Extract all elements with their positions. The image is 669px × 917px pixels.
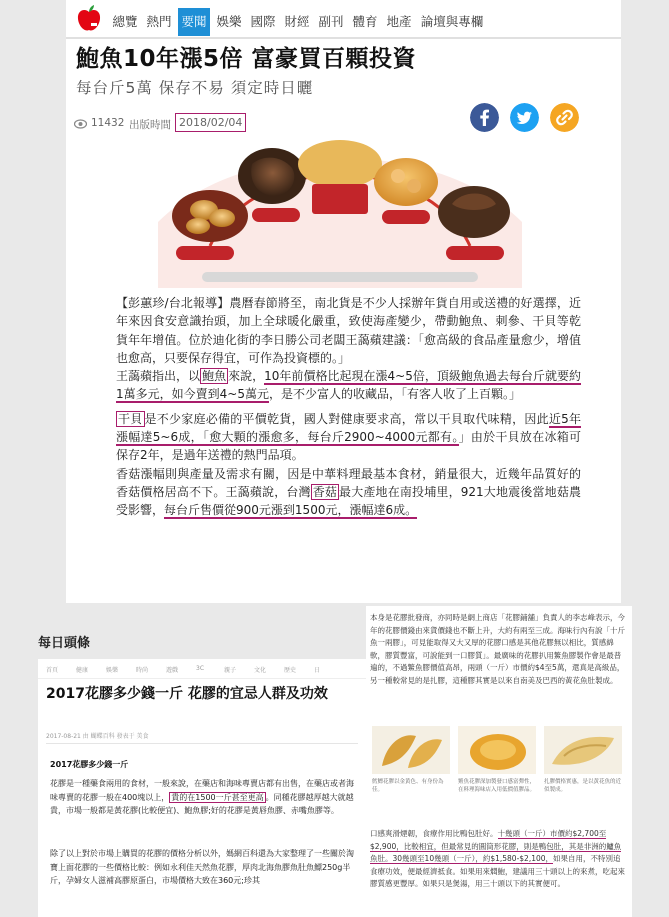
article-body bbox=[116, 294, 581, 520]
link-icon[interactable] bbox=[550, 103, 579, 132]
tab-item[interactable]: 遊戲 bbox=[166, 667, 179, 674]
tab-item[interactable]: 歷史 bbox=[284, 667, 297, 674]
right-paragraph: 本身是花膠批發商，亦同時是網上商店「花膠鋪舖」負責人的李志峰表示，今年的花膠價錢由來貨價錢也不斷上升，大約有兩至三成。海味行內有說「十斤魚一兩膠」，可見能取得又大又厚的花膠口感是其他花膠無以相比，質感綿軟，膠質豐富，可說能到一口膠質」。最廣味的花膠扒用鰵魚膠製作會是最普遍的，不過鰵魚膠價值高昂，兩頭（一斤）市價約$4至5萬，還真是高級品，另一種較常見的是扎膠，這種膠其實是以來自南美及巴西的黃花魚肚製成。 bbox=[370, 613, 625, 685]
body-paragraph: 香菇漲幅則與產量及需求有關，因是中華料理最基本食材，銷量很大，近幾年品質好的香菇價格居高不下。王藹蘋說，台灣 香菇 最大產地在南投埔里，921大地震後當地菇農受影響，每台斤售價從900元漲到1500元，漲幅達6成。 bbox=[116, 466, 581, 518]
nav-item[interactable]: 地產 bbox=[386, 14, 412, 29]
fish-maw-photo bbox=[372, 726, 450, 774]
tab-item[interactable]: 娛樂 bbox=[106, 667, 119, 674]
published-date: 2018/02/04 bbox=[175, 113, 246, 132]
keyword-box: 香菇 bbox=[312, 484, 338, 499]
view-count: 11432 bbox=[91, 117, 125, 129]
nav-item[interactable]: 總覽 bbox=[112, 14, 138, 29]
apple-logo-icon[interactable] bbox=[76, 5, 102, 32]
photo-caption: 鰵魚花膠深加製發口感富彈性，在料理海味店入用低價值膠品。 bbox=[458, 779, 536, 793]
article-headline: 鮑魚10年漲5倍 富豪買百顆投資 bbox=[76, 46, 417, 72]
highlight: 十幾頭（一斤）市價約$2,700至$2,900，比較相宜，但最常見的圓筒形花膠，則是鴨包肚，其是非洲的鱸魚魚肚。30幾頭至10幾頭（一斤），約$1,580-$2,100， bbox=[370, 829, 622, 863]
highlight: 10年前價格比起現在漲4~5倍，頂級鮑魚過去每台斤就要約1萬多元，如今賣到4~5萬元 bbox=[116, 369, 581, 402]
daily-article-panel bbox=[38, 659, 366, 917]
fish-maw-photo bbox=[544, 726, 622, 774]
tab-item[interactable]: 健康 bbox=[76, 667, 89, 674]
photo-caption: 鱈鰾花膠以金黃色、有身份為佳。 bbox=[372, 779, 444, 793]
facebook-icon[interactable] bbox=[470, 103, 499, 132]
category-tabs bbox=[38, 665, 366, 679]
tab-item[interactable]: 時尚 bbox=[136, 667, 149, 674]
daily-article-title[interactable]: 2017花膠多少錢一斤 花膠的宜忌人群及功效 bbox=[46, 686, 328, 702]
fish-maw-photo bbox=[458, 726, 536, 774]
daily-article-meta: 2017-08-21 由 蝴蝶百科 發表于 美食 bbox=[46, 733, 149, 740]
highlight: 每台斤售價從900元漲到1500元，漲幅達6成。 bbox=[164, 503, 418, 518]
published-label: 出版時間 bbox=[129, 119, 171, 131]
keyword-box: 貴的在1500一斤甚至更高 bbox=[171, 792, 264, 802]
body-paragraph: 王藹蘋指出，以 鮑魚 來說，10年前價格比起現在漲4~5倍，頂級鮑魚過去每台斤就要約1萬多元，如今賣到4~5萬元，是不少富人的收藏品，「有客人收了上百顆。」 bbox=[116, 369, 581, 402]
keyword-box: 鮑魚 bbox=[202, 369, 227, 384]
keyword-box: 干貝 bbox=[118, 411, 143, 426]
section-title: 每日頭條 bbox=[38, 636, 91, 651]
nav-item[interactable]: 論壇與專欄 bbox=[420, 14, 484, 29]
nav-item[interactable]: 體育 bbox=[352, 14, 378, 29]
tab-item[interactable]: 首頁 bbox=[46, 667, 59, 674]
eye-icon bbox=[74, 119, 87, 129]
daily-article-paragraph: 除了以上對於市場上購買的花膠的價格分析以外，媽網百科還為大家整理了一些關於淘寶上面花膠的一些價格比較：例如永利佳天然魚花膠，厚肉北海魚膠魚肚魚鰾250g半斤，孕婦女人滋補高膠原蛋白，市場價格大致在360元;珍其 bbox=[50, 849, 354, 885]
daily-article-paragraph: 花膠是一種藥食兩用的食材，一般來說，在藥店和海味專賣店都有出售，在藥店或者海味專賣的花膠一般在400塊以上， 貴的在1500一斤甚至更高 。同種花膠越厚越大就越貴，市場一般都是黃花膠(比較便宜)、鮑魚膠;好的花膠是黃唇魚膠、赤嘴魚膠等。 bbox=[50, 779, 354, 815]
dried-seafood-infographic bbox=[152, 138, 528, 288]
fish-maw-article-panel bbox=[366, 606, 632, 917]
nav-item[interactable]: 熱門 bbox=[146, 14, 172, 29]
nav-item[interactable]: 娛樂 bbox=[216, 14, 242, 29]
nav-divider bbox=[66, 37, 621, 39]
nav-item[interactable]: 財經 bbox=[284, 14, 310, 29]
divider bbox=[46, 743, 358, 744]
nav-item[interactable]: 國際 bbox=[250, 14, 276, 29]
nav-bar bbox=[66, 4, 621, 34]
article-subhead: 每台斤5萬 保存不易 須定時日曬 bbox=[76, 79, 314, 97]
right-paragraph: 口感爽滑煙韌，食療作用比鴨包肚好。十幾頭（一斤）市價約$2,700至$2,900，比較相宜，但最常見的圓筒形花膠，則是鴨包肚，其是非洲的鱸魚魚肚。30幾頭至10幾頭（一斤），約$1,580-$2,100，如果自用，不特別追食療功效，便最經濟抵食。如果用來燜鮑，建議用三十頭以上的來煮，吃起來膠質感更豐厚。如果只是煲湯，用三十頭以下的其實便可。 bbox=[370, 829, 625, 888]
photo-caption: 扎膠價格實惠，是以黃花魚的近似製成。 bbox=[544, 779, 622, 793]
tab-item[interactable]: 親子 bbox=[224, 667, 237, 674]
tab-item[interactable]: 3C bbox=[196, 665, 205, 672]
twitter-icon[interactable] bbox=[510, 103, 539, 132]
article-card bbox=[66, 0, 621, 603]
tab-item[interactable]: 文化 bbox=[254, 667, 267, 674]
tab-item[interactable]: 日 bbox=[314, 667, 321, 674]
daily-article-heading: 2017花膠多少錢一斤 bbox=[50, 760, 129, 769]
highlight: 近5年漲幅達5~6成，「愈大顆的漲愈多，每台斤2900~4000元都有。 bbox=[116, 411, 581, 445]
nav-item-active[interactable]: 要聞 bbox=[178, 8, 210, 36]
nav-item[interactable]: 副刊 bbox=[318, 14, 344, 29]
body-paragraph: 【彭蕙珍/台北報導】農曆春節將至，南北貨是不少人採辦年貨自用或送禮的好選擇，近年來因食安意識抬頭，加上全球暖化嚴重，致使海產變少，帶動鮑魚、刺參、干貝等乾貨年年增值。位於迪化街的李日勝公司老闆王藹蘋建議：「愈高級的食品產量愈少，增值也愈高，只要保存得宜，可作為投資標的。」 bbox=[116, 296, 581, 365]
body-paragraph: 干貝 是不少家庭必備的平價乾貨，國人對健康要求高，常以干貝取代味精，因此近5年漲幅達5~6成，「愈大顆的漲愈多，每台斤2900~4000元都有。」由於干貝放在冰箱可保存2年，是過年送禮的熱門品項。 bbox=[116, 411, 581, 463]
